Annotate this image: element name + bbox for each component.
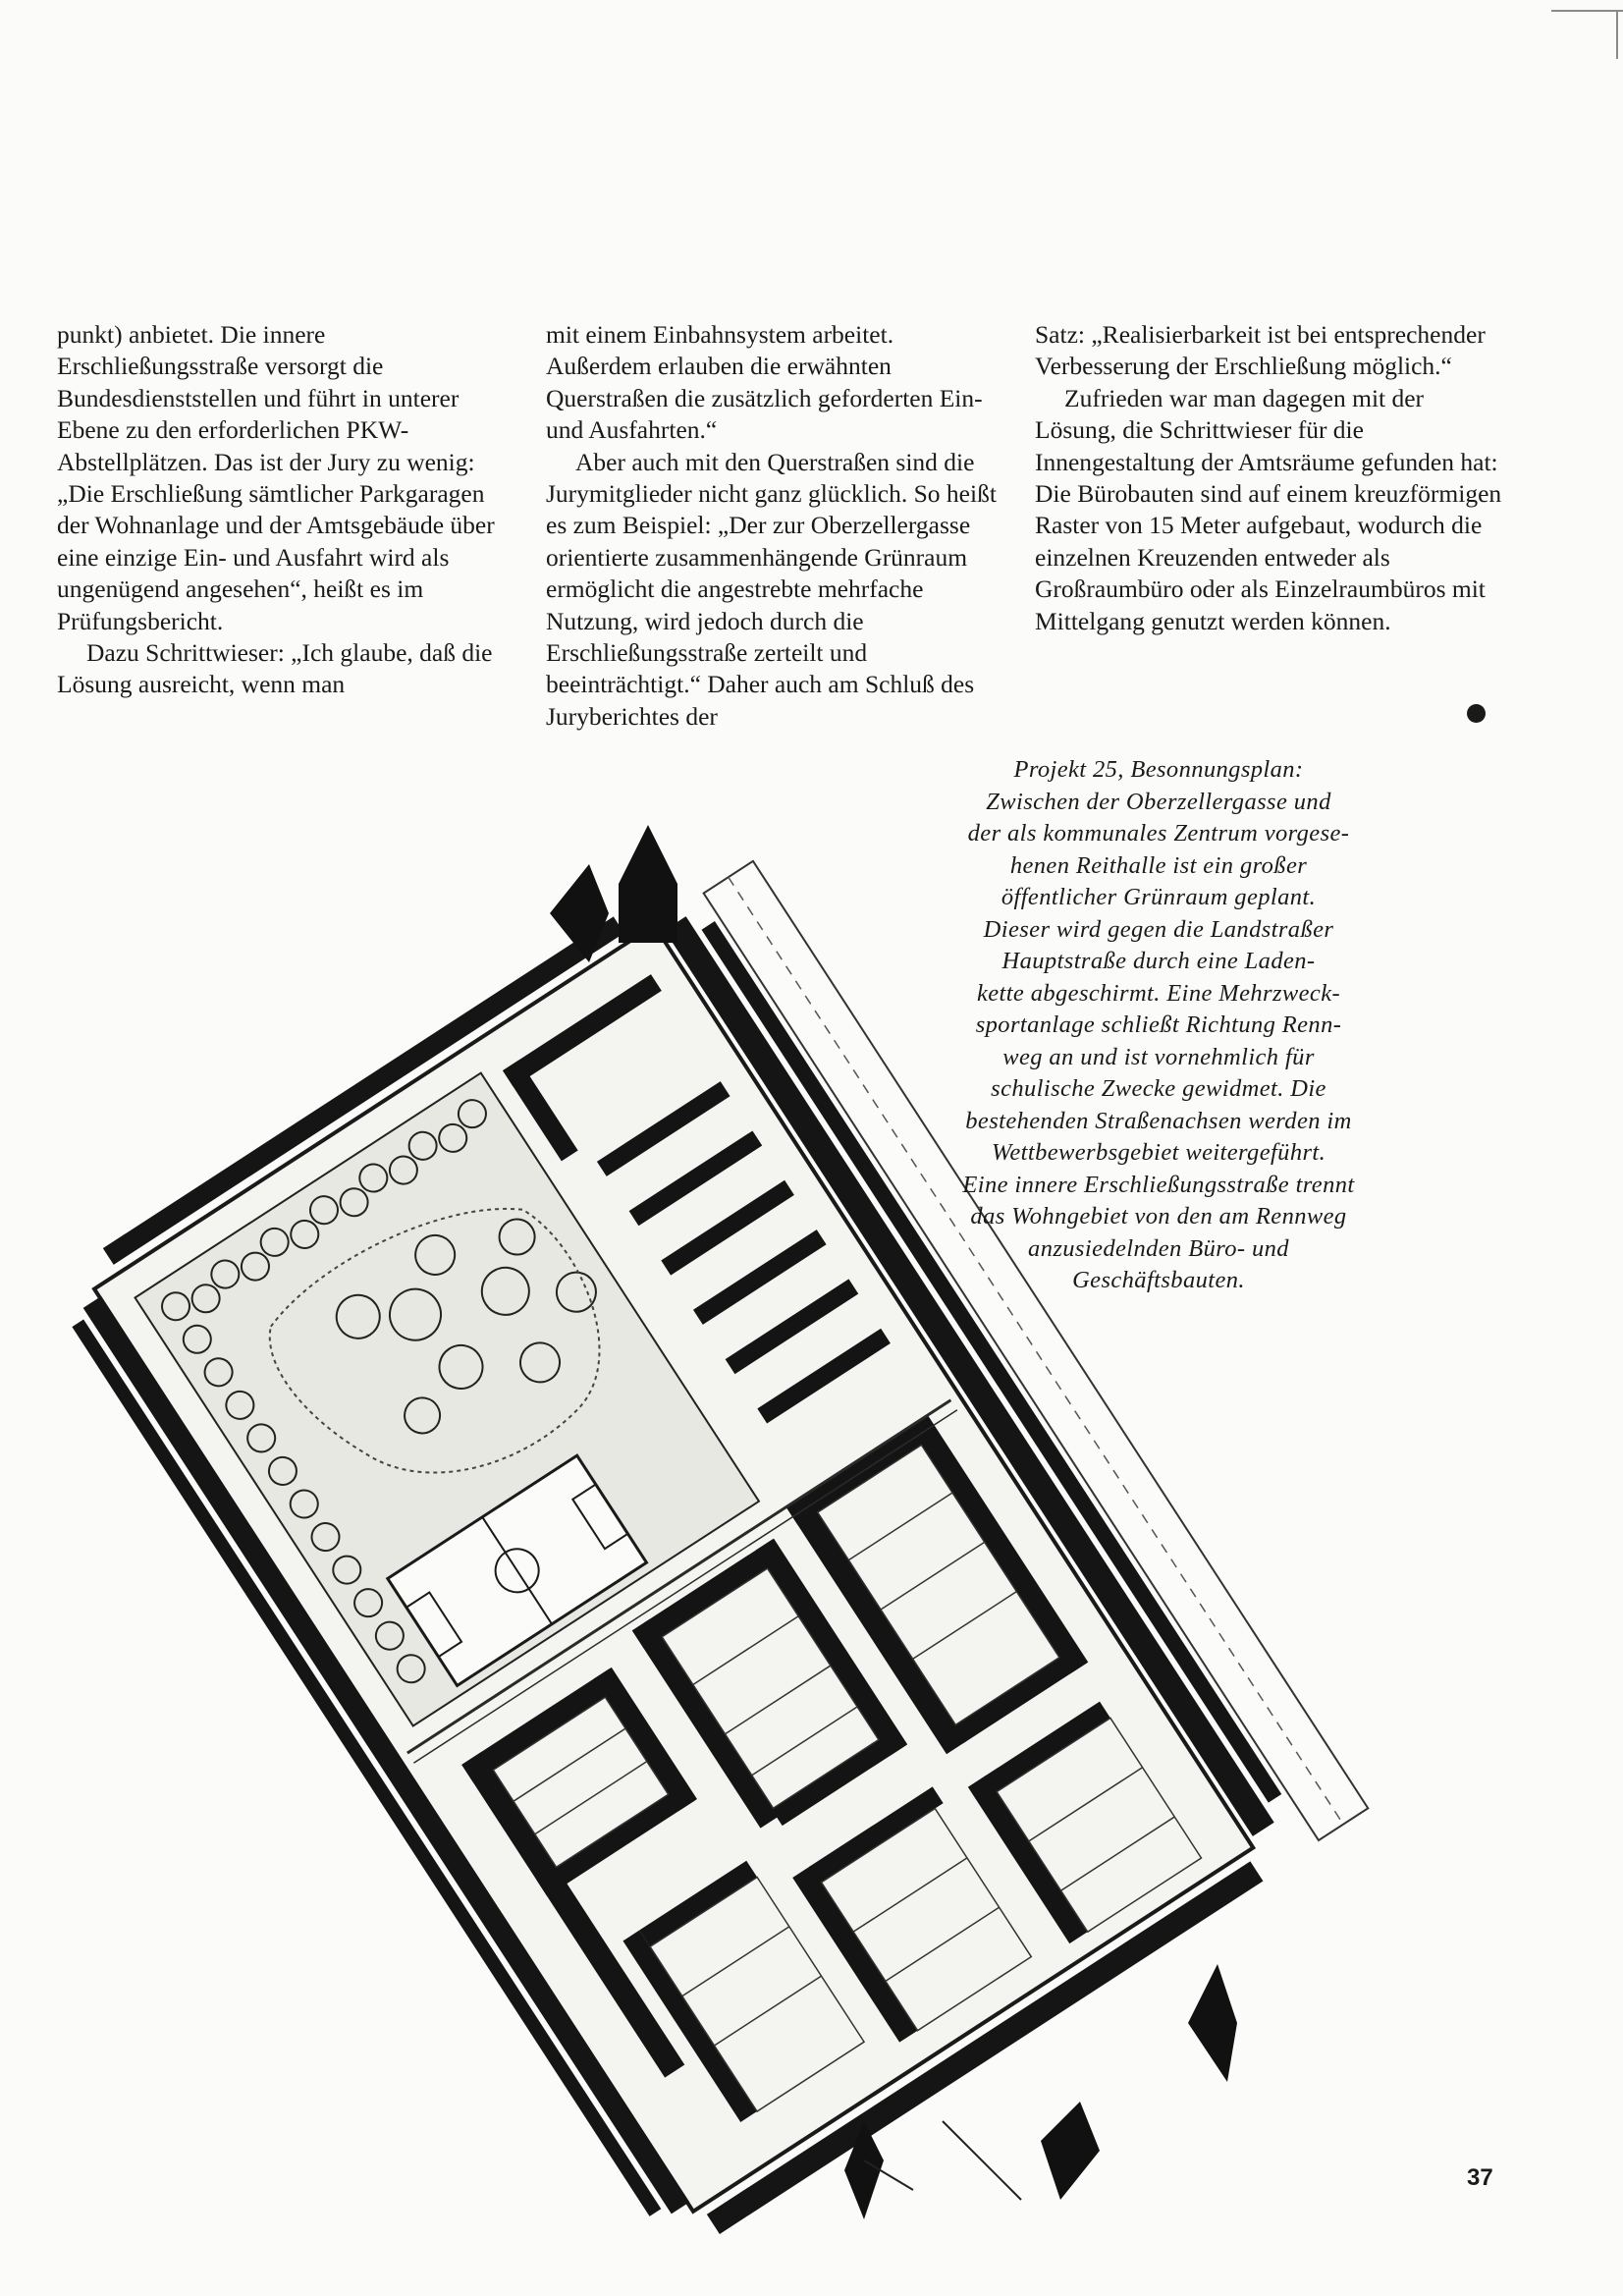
caption-line: Dieser wird gegen die Landstraßer bbox=[983, 915, 1334, 943]
caption-line: bestehenden Straßenachsen werden im bbox=[965, 1107, 1352, 1134]
caption-line: anzusiedelnden Büro- und bbox=[1028, 1234, 1289, 1262]
column-3-paragraph-1: Satz: „Realisierbarkeit ist bei entsprechender Verbesserung der Erschließung möglich.“ bbox=[1035, 320, 1486, 381]
column-2-paragraph-1: mit einem Einbahnsystem arbeitet. Außerdem erlauben die erwähnten Querstraßen die zusätzlich geforderten Ein- und Ausfahrten.“ bbox=[546, 320, 983, 445]
caption-line: das Wohngebiet von den am Rennweg bbox=[970, 1203, 1347, 1230]
figure-caption bbox=[928, 754, 1389, 1297]
page-number: 37 bbox=[1467, 2164, 1493, 2191]
caption-line: Zwischen der Oberzellergasse und bbox=[986, 788, 1331, 815]
column-2-paragraph-2: Aber auch mit den Querstraßen sind die Jurymitglieder nicht ganz glücklich. So heißt es zum Beispiel: „Der zur Oberzellergasse orientierte zusammenhängende Grünraum ermöglicht die angestrebte mehrfache Nutzung, wird jedoch durch die Erschließungsstraße zerteilt und beeinträchtigt.“ Daher auch am Schluß des Juryberichtes der bbox=[546, 447, 997, 731]
caption-line: Hauptstraße durch eine Laden- bbox=[1001, 948, 1316, 974]
column-1-paragraph-1: punkt) anbietet. Die innere Erschließungsstraße versorgt die Bundesdienststellen und führt in unterer Ebene zu den erforderlichen PKW-Abstellplätzen. Das ist der Jury zu wenig: „Die Erschließung sämtlicher Parkgaragen der Wohnanlage und der Amtsgebäude über eine einzige Ein- und Ausfahrt wird als ungenügend angesehen“, heißt es im Prüfungsbericht. bbox=[57, 320, 495, 635]
caption-line: weg an und ist vornehmlich für bbox=[1002, 1043, 1315, 1070]
caption-line: Geschäftsbauten. bbox=[1072, 1267, 1245, 1293]
caption-line: kette abgeschirmt. Eine Mehrzweck- bbox=[976, 979, 1341, 1007]
column-3-paragraph-2: Zufrieden war man dagegen mit der Lösung, die Schrittwieser für die Innengestaltung der Amtsräume gefunden hat: Die Bürobauten sind auf einem kreuzförmigen Raster von 15 Meter aufgebaut, wodurch die einzelnen Kreuzenden entweder als Großraumbüro oder als Einzelraumbüros mit Mittelgang genutzt werden können. bbox=[1035, 383, 1502, 635]
caption-line: henen Reithalle ist ein großer bbox=[1009, 851, 1308, 879]
caption-line: schulische Zwecke gewidmet. Die bbox=[991, 1075, 1326, 1102]
column-1-paragraph-2: Dazu Schrittwieser: „Ich glaube, daß die Lösung ausreicht, wenn man bbox=[57, 638, 493, 699]
caption-line: Projekt 25, Besonnungsplan: bbox=[1013, 756, 1304, 783]
caption-line: der als kommunales Zentrum vorgese- bbox=[967, 820, 1350, 847]
caption-line: öffentlicher Grünraum geplant. bbox=[1001, 884, 1317, 910]
caption-line: sportanlage schließt Richtung Renn- bbox=[975, 1011, 1342, 1038]
caption-line: Wettbewerbsgebiet weitergeführt. bbox=[991, 1139, 1326, 1166]
caption-line: Eine innere Erschließungsstraße trennt bbox=[962, 1171, 1355, 1198]
